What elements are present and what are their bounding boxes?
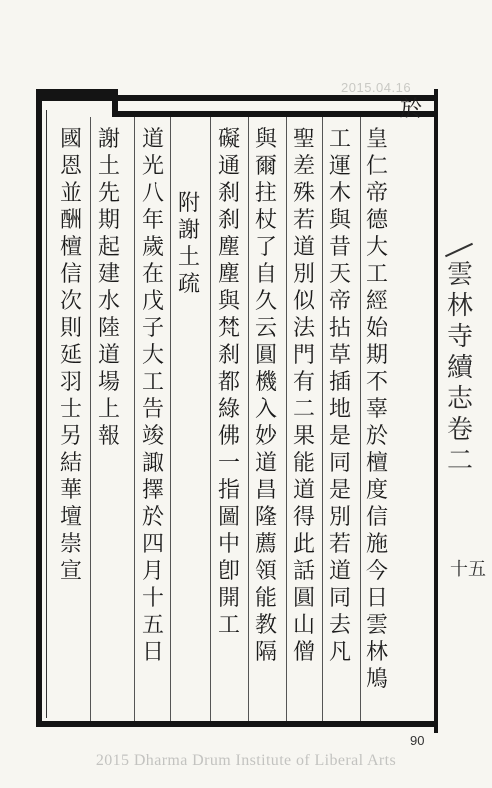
glyph: 帝 [365,181,388,206]
glyph: 戊 [141,289,164,314]
glyph: 圓 [292,586,315,611]
glyph: 同 [328,586,351,611]
glyph: 草 [328,343,351,368]
glyph: 告 [141,397,164,422]
glyph: 土 [97,154,120,179]
glyph: 領 [254,559,277,584]
glyph: 辜 [365,397,388,422]
glyph: 殊 [292,181,315,206]
glyph: 自 [254,262,277,287]
glyph: 度 [365,478,388,503]
frame-border [36,721,438,727]
glyph: 年 [141,208,164,233]
glyph: 工 [365,262,388,287]
glyph: 道 [292,478,315,503]
glyph: 附 [177,191,200,216]
glyph: 天 [328,262,351,287]
glyph: 信 [59,262,82,287]
glyph: 久 [254,289,277,314]
glyph: 仁 [365,154,388,179]
glyph: 插 [328,370,351,395]
glyph: 圖 [217,505,240,530]
text-column [216,126,242,639]
glyph: 於 [399,97,422,122]
glyph: 月 [141,559,164,584]
glyph: 昔 [328,235,351,260]
text-column [291,126,317,666]
glyph: 工 [328,127,351,152]
glyph: 四 [141,532,164,557]
glyph: 開 [217,586,240,611]
glyph: 隆 [254,505,277,530]
glyph: 大 [365,235,388,260]
glyph: 指 [217,478,240,503]
glyph: 話 [292,559,315,584]
glyph: 志 [446,384,473,414]
glyph: 工 [141,370,164,395]
glyph: 羽 [59,370,82,395]
glyph: 教 [254,613,277,638]
glyph: 刹 [217,208,240,233]
footer-credit: 2015 Dharma Drum Institute of Liberal Arts [95,752,397,769]
glyph: 報 [97,424,120,449]
glyph: 得 [292,505,315,530]
glyph: 士 [59,397,82,422]
page-number: 90 [410,733,425,748]
glyph: 綠 [217,397,240,422]
glyph: 華 [59,478,82,503]
inner-rule [46,110,47,718]
glyph: 卽 [217,559,240,584]
glyph: 若 [328,532,351,557]
glyph: 了 [254,235,277,260]
glyph: 五 [141,613,164,638]
glyph: 次 [59,289,82,314]
glyph: 德 [365,208,388,233]
glyph: 凡 [328,640,351,665]
glyph: 此 [292,532,315,557]
glyph: 皇 [365,127,388,152]
glyph: 日 [141,640,164,665]
glyph: 上 [97,397,120,422]
glyph: 刹 [217,181,240,206]
glyph: 竣 [141,424,164,449]
glyph: 二 [292,397,315,422]
glyph: 陸 [97,316,120,341]
glyph: 爾 [254,154,277,179]
glyph: 先 [97,181,120,206]
glyph: 宣 [59,559,82,584]
glyph: 塵 [217,262,240,287]
glyph: 昌 [254,478,277,503]
column-rule [134,117,135,721]
glyph: 卷 [446,415,473,445]
glyph: 起 [97,235,120,260]
glyph: 似 [292,289,315,314]
glyph: 差 [292,154,315,179]
glyph: 疏 [177,272,200,297]
glyph: 木 [328,181,351,206]
glyph: 有 [292,370,315,395]
glyph: 今 [365,559,388,584]
glyph: 崇 [59,532,82,557]
text-column [398,96,424,123]
glyph: 與 [254,127,277,152]
glyph: 是 [328,478,351,503]
glyph: 則 [59,316,82,341]
glyph: 鳩 [365,667,388,692]
glyph: 酬 [59,208,82,233]
glyph: 地 [328,397,351,422]
glyph: 與 [217,289,240,314]
glyph: 同 [328,451,351,476]
glyph: 林 [446,291,473,321]
glyph: 謝 [97,127,120,152]
glyph: 塵 [217,235,240,260]
glyph: 場 [97,370,120,395]
text-column [327,126,353,666]
glyph: 圓 [254,343,277,368]
glyph: 果 [292,424,315,449]
glyph: 與 [328,208,351,233]
glyph: 建 [97,262,120,287]
glyph: 寺 [446,322,473,352]
glyph: 十 [141,586,164,611]
glyph: 在 [141,262,164,287]
glyph: 中 [217,532,240,557]
glyph: 別 [328,505,351,530]
column-rule [170,117,171,721]
glyph: 施 [365,532,388,557]
glyph: 大 [141,343,164,368]
glyph: 去 [328,613,351,638]
glyph: 期 [97,208,120,233]
glyph: 山 [292,613,315,638]
glyph: 檀 [59,235,82,260]
glyph: 諏 [141,451,164,476]
glyph: 始 [365,316,388,341]
glyph: 一 [217,451,240,476]
glyph: 法 [292,316,315,341]
glyph: 日 [365,586,388,611]
column-rule [286,117,287,721]
glyph: 林 [365,640,388,665]
glyph: 並 [59,181,82,206]
glyph: 歲 [141,235,164,260]
text-column [253,126,279,666]
glyph: 延 [59,343,82,368]
glyph: 經 [365,289,388,314]
text-column [96,126,122,450]
text-column [140,126,166,666]
glyph: 道 [292,235,315,260]
glyph: 隔 [254,640,277,665]
column-rule [360,117,361,721]
column-rule [90,117,91,721]
glyph: 道 [97,343,120,368]
glyph: 國 [59,127,82,152]
glyph: 於 [141,505,164,530]
glyph: 是 [328,424,351,449]
glyph: 二 [446,446,473,476]
book-title-margin [444,260,476,477]
glyph: 信 [365,505,388,530]
text-column [58,126,84,585]
glyph: 道 [328,559,351,584]
glyph: 能 [254,586,277,611]
glyph: 云 [254,316,277,341]
glyph: 僧 [292,640,315,665]
folio-number: 十五 [450,559,486,580]
glyph: 聖 [292,127,315,152]
glyph: 入 [254,397,277,422]
glyph: 檀 [365,451,388,476]
glyph: 都 [217,370,240,395]
glyph: 另 [59,424,82,449]
column-rule [248,117,249,721]
glyph: 妙 [254,424,277,449]
glyph: 運 [328,154,351,179]
glyph: 梵 [217,316,240,341]
glyph: 恩 [59,154,82,179]
frame-border [434,89,438,733]
glyph: 水 [97,289,120,314]
glyph: 壇 [59,505,82,530]
glyph: 結 [59,451,82,476]
glyph: 謝 [177,218,200,243]
column-rule [322,117,323,721]
glyph: 佛 [217,424,240,449]
glyph: 薦 [254,532,277,557]
date-stamp: 2015.04.16 [341,80,412,95]
glyph: 刹 [217,343,240,368]
glyph: 道 [254,451,277,476]
glyph: 道 [141,127,164,152]
glyph: 杖 [254,208,277,233]
glyph: 續 [446,353,473,383]
glyph: 通 [217,154,240,179]
glyph: 機 [254,370,277,395]
glyph: 土 [177,245,200,270]
glyph: 能 [292,451,315,476]
glyph: 光 [141,154,164,179]
glyph: 擇 [141,478,164,503]
glyph: 工 [217,613,240,638]
glyph: 礙 [217,127,240,152]
glyph: 子 [141,316,164,341]
glyph: 雲 [365,613,388,638]
glyph: 帝 [328,289,351,314]
glyph: 於 [365,424,388,449]
glyph: 期 [365,343,388,368]
glyph: 雲 [446,260,473,290]
glyph: 別 [292,262,315,287]
glyph: 門 [292,343,315,368]
text-column [176,190,202,298]
glyph: 拈 [328,316,351,341]
glyph: 拄 [254,181,277,206]
glyph: 不 [365,370,388,395]
glyph: 八 [141,181,164,206]
column-rule [210,117,211,721]
glyph: 若 [292,208,315,233]
text-column [364,126,390,693]
